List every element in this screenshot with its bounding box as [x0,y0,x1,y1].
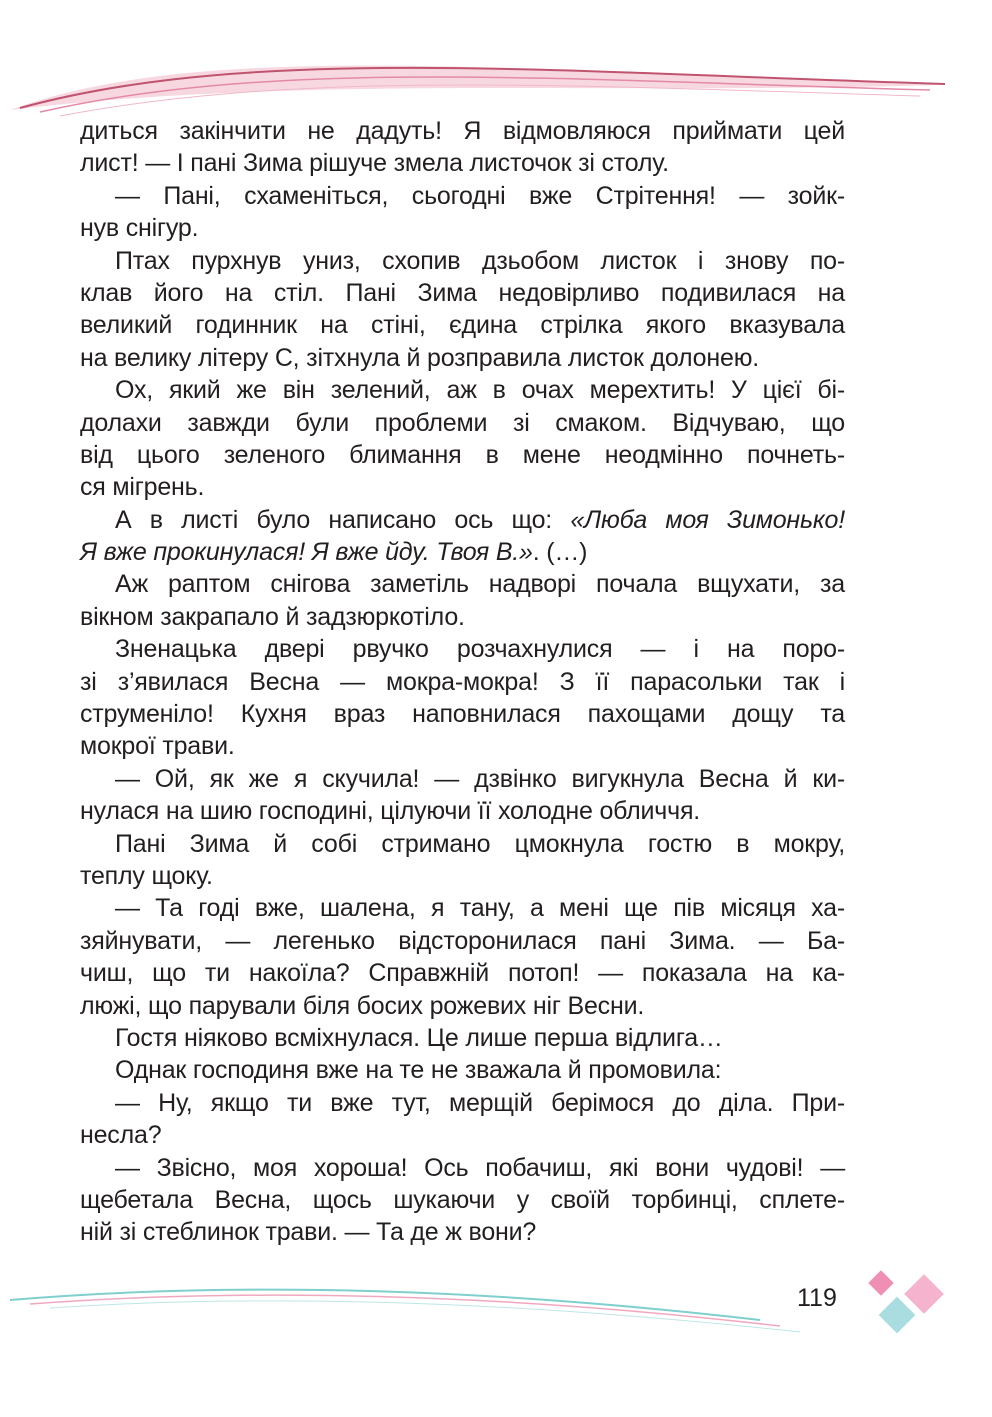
text-line [80,730,845,762]
bottom-wave-decoration [0,1260,992,1350]
text-line [80,1184,845,1216]
text-line [80,471,845,503]
line-text: — Ой, як же я скучила! — дзвінко вигукнула Весна й ки- [115,764,845,793]
text-line [80,245,845,277]
line-text: вікном закрапало й задзюркотіло. [80,602,465,631]
line-text: люжі, що парували біля босих рожевих ніг Весни. [80,991,645,1020]
line-text: від цього зеленого блимання в мене неодмінно почнеть- [80,440,845,469]
line-text: зі з’явилася Весна — мокра-мокра! З її парасольки так і [80,667,845,696]
line-text: Зненацька двері рвучко розчахнулися — і на поро- [115,635,845,664]
text-line [80,504,845,536]
line-text: Аж раптом снігова заметіль надворі почала вщухати, за [115,570,845,599]
text-line [80,633,845,665]
text-line [80,115,845,147]
text-line [80,795,845,827]
text-line [80,666,845,698]
line-text: нув снігур. [80,214,199,243]
line-text: чиш, що ти накоїла? Справжній потоп! — показала на ка- [80,959,845,988]
line-text: — Ну, якщо ти вже тут, мерщій берімося до діла. При- [115,1088,845,1117]
top-wave-fill [10,66,940,110]
line-text: А в листі було написано ось що: [115,505,571,534]
story-text [80,115,845,1249]
line-text: долахи завжди були проблеми зі смаком. Відчуваю, що [80,408,845,437]
line-text: диться закінчити не дадуть! Я відмовляюся приймати цей [80,117,845,145]
text-line [80,763,845,795]
diamond-pink-large [904,1274,944,1314]
quoted-letter-text: «Люба моя Зимонько! [570,505,845,534]
line-text: ній зі стеблинок трави. — Та де ж вони? [80,1218,537,1247]
text-line [80,536,845,568]
text-line [80,698,845,730]
quoted-letter-text: Я вже прокинулася! Я вже йду. Твоя В.» [80,538,533,567]
line-text-after: . (…) [532,538,588,567]
text-line [80,601,845,633]
page-number: 119 [797,1284,837,1312]
text-line [80,860,845,892]
text-line [80,212,845,244]
line-text: теплу щоку. [80,861,213,890]
text-line [80,568,845,600]
text-line [80,1022,845,1054]
line-text: — Та годі вже, шалена, я тану, а мені ще пів місяця ха- [115,894,845,923]
text-line [80,277,845,309]
text-line [80,374,845,406]
line-text: Птах пурхнув униз, схопив дзьобом листок і знову по- [115,246,845,275]
text-line [80,925,845,957]
line-text: лист! — І пані Зима рішуче змела листочок зі столу. [80,149,669,178]
line-text: Ох, який же він зелений, аж в очах мерехтить! У цієї бі- [115,376,845,405]
text-line [80,1119,845,1151]
line-text: струменіло! Кухня враз наповнилася пахощами дощу та [80,700,845,729]
diamond-teal [879,1297,916,1334]
text-line [80,147,845,179]
text-line [80,180,845,212]
line-text: щебетала Весна, щось шукаючи у своїй торбинці, сплете- [80,1185,845,1214]
line-text: Гостя ніяково всміхнулася. Це лише перша відлига… [115,1023,723,1052]
text-line [80,892,845,924]
text-line [80,957,845,989]
line-text: — Пані, схаменіться, сьогодні вже Стрітення! — зойк- [115,181,845,210]
text-line [80,342,845,374]
line-text: Однак господиня вже на те не зважала й промовила: [115,1056,722,1085]
text-line [80,439,845,471]
text-line [80,1054,845,1086]
line-text: клав його на стіл. Пані Зима недовірливо подивилася на [80,278,845,307]
text-line [80,407,845,439]
line-text: нулася на шию господині, цілуючи її холодне обличчя. [80,797,701,826]
text-line [80,1087,845,1119]
line-text: на велику літеру С, зітхнула й розправила листок долонею. [80,343,759,372]
line-text: несла? [80,1121,162,1150]
line-text: мокрої трави. [80,732,235,761]
line-text: великий годинник на стіні, єдина стрілка якого вказувала [80,311,845,340]
text-line [80,1152,845,1184]
text-line [80,309,845,341]
text-line [80,990,845,1022]
diamond-pink-small [868,1270,893,1295]
line-text: Пані Зима й собі стримано цмокнула гостю в мокру, [115,829,845,858]
text-line [80,1216,845,1248]
line-text: зяйнувати, — легенько відсторонилася пані Зима. — Ба- [80,926,845,955]
line-text: — Звісно, моя хороша! Ось побачиш, які вони чудові! — [115,1153,845,1182]
diamond-decoration [860,1260,960,1340]
text-line [80,828,845,860]
bottom-wave-stroke-1 [10,1290,760,1320]
line-text: ся мігрень. [80,473,205,502]
